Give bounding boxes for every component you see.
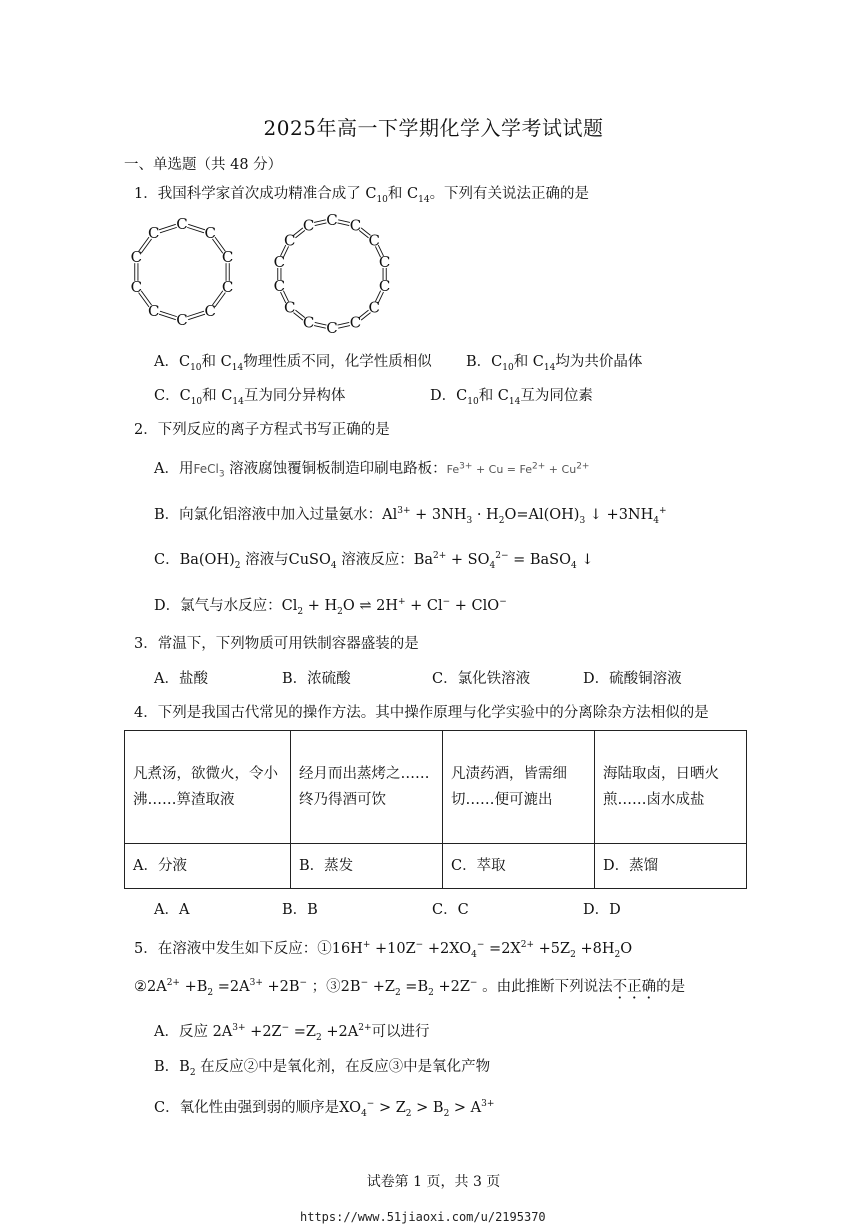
carbon-atom-label: C bbox=[368, 298, 380, 317]
carbon-atom-label: C bbox=[221, 277, 234, 296]
q5-line-1: 5．在溶液中发生如下反应：①16H+ $+10Z^- +2XO_4^- =2X^{2+} +5Z_2 +8H_2O$ bbox=[134, 940, 633, 960]
carbon-atom-label: C bbox=[176, 215, 188, 233]
q4-cell-d: 海陆取卤，日晒火煎……卤水成盐 bbox=[595, 731, 747, 844]
double-bond bbox=[338, 220, 350, 223]
carbon-atom-label: C bbox=[204, 301, 216, 320]
double-bond bbox=[314, 220, 326, 223]
q5-option-a[interactable]: A．反应 $2A^{3+} +2Z^- =Z_2 +2A^{2+}$可以进行 bbox=[154, 1023, 430, 1043]
q4-option-d[interactable]: D．D bbox=[583, 902, 621, 918]
q1-option-b[interactable]: B．$C_{10}$和 $C_{14}$均为共价晶体 bbox=[466, 354, 643, 373]
q4-cell-a: 凡煮汤，欲微火，令小沸……箅渣取液 bbox=[125, 731, 291, 844]
q4-label-b: B．蒸发 bbox=[291, 844, 443, 889]
q1-option-a[interactable]: A．$C_{10}$和 $C_{14}$物理性质不同，化学性质相似 bbox=[154, 354, 432, 373]
q3-option-d[interactable]: D．硫酸铜溶液 bbox=[583, 671, 682, 687]
carbon-atom-label: C bbox=[302, 216, 315, 235]
q4-option-b[interactable]: B．B bbox=[282, 902, 318, 918]
carbon-atom-label: C bbox=[284, 231, 296, 250]
page-footer: 试卷第 1 页，共 3 页 bbox=[366, 1174, 501, 1190]
page-title: 2025年高一下学期化学入学考试试题 bbox=[263, 116, 604, 140]
carbon-atom-label: C bbox=[204, 224, 216, 243]
q2-stem: 2．下列反应的离子方程式书写正确的是 bbox=[134, 422, 390, 438]
carbon-atom-label: C bbox=[368, 231, 380, 250]
q3-option-c[interactable]: C．氯化铁溶液 bbox=[432, 671, 531, 687]
q4-table bbox=[124, 730, 747, 889]
double-bond bbox=[337, 322, 349, 325]
carbon-atom-label: C bbox=[378, 277, 391, 296]
carbon-atom-label: C bbox=[302, 313, 315, 332]
q3-option-a[interactable]: A．盐酸 bbox=[154, 671, 208, 687]
carbon-atom-label: C bbox=[273, 252, 286, 271]
carbon-atom-label: C bbox=[148, 301, 160, 320]
q2-option-b[interactable]: B．向氯化铝溶液中加入过量氨水：$Al^{3+} + 3NH_3 \cdot H_2O=Al(OH)_3$ ↓ $+3NH_4^+$ bbox=[154, 506, 667, 526]
section-heading: 一、单选题（共 48 分） bbox=[124, 157, 283, 173]
carbon-atom-label: C bbox=[221, 248, 234, 267]
double-bond bbox=[337, 223, 349, 226]
carbon-atom-label: C bbox=[148, 224, 160, 243]
q1-option-d[interactable]: D．$C_{10}$和 $C_{14}$互为同位素 bbox=[430, 388, 593, 407]
carbon-atom-label: C bbox=[176, 311, 188, 329]
carbon-atom-label: C bbox=[130, 277, 143, 296]
carbon-atom-label: C bbox=[273, 277, 286, 296]
q4-stem: 4．下列是我国古代常见的操作方法。其中操作原理与化学实验中的分离除杂方法相似的是 bbox=[134, 705, 709, 721]
q4-option-a[interactable]: A．A bbox=[154, 902, 190, 918]
double-bond bbox=[338, 326, 350, 329]
q5-option-b[interactable]: B．$B_2$ 在反应②中是氧化剂，在反应③中是氧化产物 bbox=[154, 1059, 491, 1078]
carbon-atom-label: C bbox=[349, 216, 362, 235]
q1-stem: 1．我国科学家首次成功精准合成了 $C_{10}$和 $C_{14}$。下列有关说法正确的是 bbox=[134, 186, 590, 205]
q4-option-c[interactable]: C．C bbox=[432, 902, 469, 918]
q4-label-c: C．萃取 bbox=[443, 844, 595, 889]
carbon-atom-label: C bbox=[378, 252, 391, 271]
q5-option-c[interactable]: C．氧化性由强到弱的顺序是$XO_4^- > Z_2 > B_2 > A^{3+}$ bbox=[154, 1099, 495, 1119]
double-bond bbox=[315, 322, 327, 325]
carbon-atom-label: C bbox=[130, 248, 143, 267]
carbon-rings-figure bbox=[124, 212, 404, 337]
q5-line-2: $②2A^{2+} +B_2 =2A^{3+} +2B^-$ ；③2B− $+Z_2 =B_2 +2Z^-$ 。由此推断下列说法不正确的是 bbox=[134, 978, 686, 998]
carbon-atom-label: C bbox=[284, 298, 296, 317]
q3-stem: 3．常温下，下列物质可用铁制容器盛装的是 bbox=[134, 636, 419, 652]
q4-cell-c: 凡渍药酒，皆需细切……便可漉出 bbox=[443, 731, 595, 844]
c10-ring bbox=[131, 215, 234, 329]
q2-option-d[interactable]: D．氯气与水反应：$Cl_2 + H_2O$ ⇌ 2H+ + Cl− + ClO− bbox=[154, 597, 507, 617]
watermark[interactable]: https://www.51jiaoxi.com/u/2195370 bbox=[300, 1210, 546, 1224]
carbon-atom-label: C bbox=[326, 319, 338, 337]
q2-option-c[interactable]: C．$Ba(OH)_2$ 溶液与CuSO$_4$ 溶液反应：$Ba^{2+} + SO_4^{2-}$ = BaSO$_4$ ↓ bbox=[154, 551, 594, 571]
c14-ring bbox=[274, 212, 391, 337]
q3-option-b[interactable]: B．浓硫酸 bbox=[282, 671, 351, 687]
q4-cell-b: 经月而出蒸烤之……终乃得酒可饮 bbox=[291, 731, 443, 844]
q1-option-c[interactable]: C．$C_{10}$和 $C_{14}$互为同分异构体 bbox=[154, 388, 346, 407]
q2-option-a[interactable]: A．用FeCl$_3$ 溶液腐蚀覆铜板制造印刷电路板：$Fe^{3+} + Cu = Fe^{2+} + Cu^{2+}$ bbox=[154, 461, 590, 480]
double-bond bbox=[315, 223, 327, 226]
double-bond bbox=[314, 326, 326, 329]
q4-label-a: A．分液 bbox=[125, 844, 291, 889]
carbon-atom-label: C bbox=[326, 212, 338, 229]
q4-label-d: D．蒸馏 bbox=[595, 844, 747, 889]
carbon-atom-label: C bbox=[349, 313, 362, 332]
